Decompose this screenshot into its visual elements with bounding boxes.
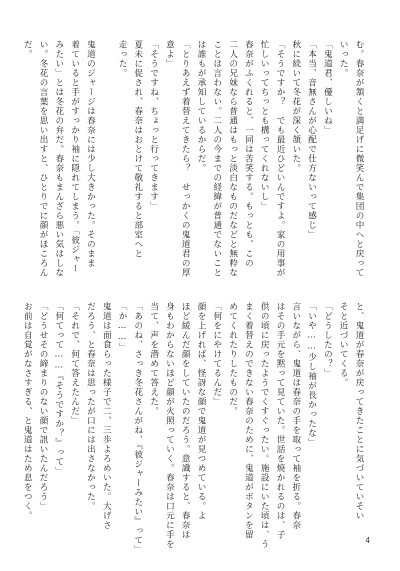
text-column: お前は自覚がなさすぎる、と鬼道はため息をつく。 — [22, 302, 33, 521]
text-column: 「あのね、さっき冬花さんがね、『彼ジャーみたい』って」 — [132, 302, 143, 555]
text-column: だろう、と春奈は思ったが口には出さなかった。 — [85, 302, 96, 511]
text-column: 身もわからないほど顔が火照っていく。春奈は口元に手を — [164, 302, 175, 549]
text-column: い。冬花の言葉を思い出すと、ひとりでに顔がほころん — [38, 40, 49, 278]
text-column: だ。 — [22, 40, 33, 59]
text-column: 二人の兄妹なら普通はもっと淡白なものだなどと無粋な — [227, 40, 238, 278]
text-column: 「か……」 — [117, 302, 128, 353]
text-column: 「そうですか？ でも最近ひどいんですよ。家の用事が — [275, 40, 286, 278]
text-column: いった。 — [338, 40, 349, 78]
text-column: 春奈がふくれると、一同は苦笑する。もっとも、この — [243, 40, 254, 268]
text-column: みたい」とは冬花の弁だ。春奈もまんざら悪い気はしな — [53, 40, 64, 278]
text-column — [97, 40, 113, 272]
text-column: 忙しいってちっとも構ってくれないし」 — [259, 40, 270, 211]
text-column: 「本当、音無さんが心配で仕方ないって感じ」 — [306, 40, 317, 240]
text-column: めてくれたりしたものだ。 — [227, 302, 238, 416]
text-column: 「いや……少し袖が長かったな」 — [306, 302, 317, 448]
text-column: ほど緩んだ顔をしていたのだろう。意識すると、春奈は — [180, 302, 191, 540]
text-column: と、鬼道が春奈が戻ってきたことに気づいていそい — [354, 302, 364, 521]
text-column: 「鬼道君、優しいね」 — [322, 40, 333, 135]
text-column: 供の頃に戻ったようでくすぐったい。施設にいた頃は、う — [259, 302, 270, 549]
text-column: そと近づいてくる。 — [338, 302, 349, 388]
text-column: 鬼道のジャージは春奈には少し大きかった。そのまま — [85, 40, 96, 268]
text-column: 「そうですね、ちょっと行ってきます」 — [148, 40, 159, 211]
text-column: 「それで、何て答えたんだ」 — [69, 302, 80, 426]
text-column: む。春奈が頷くと満足げに微笑んで集団の中へと戻って — [354, 40, 364, 278]
text-column: 意よ」 — [164, 40, 175, 69]
text-column: 秋に続いて冬花が深く頷いた。 — [290, 40, 301, 173]
text-column: 「どうせその締まりのない顔で訊いたんだろう」 — [38, 302, 49, 511]
text-column: 「何をにやけてるんだ」 — [211, 302, 222, 407]
page-number: 4 — [365, 536, 370, 545]
text-column: は誰もが承知しているからだ。 — [196, 40, 207, 173]
text-column: 顔を上げれば、怪訝な顔で鬼道が見つめている。よ — [196, 302, 207, 521]
text-column: 着ていると手がすっかり袖に隠れてしまう。「彼ジャー — [69, 40, 80, 274]
text-column: はその手元を黙って見ていた。世話を焼かれるのは、子 — [275, 302, 286, 540]
top-text-block — [22, 40, 366, 278]
text-column: 「何てって……『そうですか？』って」 — [53, 302, 64, 476]
text-column: ことは言わない。二人の今までの経緯が普通でないこと — [211, 40, 222, 278]
text-column: 「どうしたの？」 — [322, 302, 333, 378]
text-column: 走った。 — [117, 40, 128, 78]
text-column: 「とりあえず着替えてきたら？ せっかくの鬼道君の厚 — [180, 40, 191, 278]
text-column: 言いながら、鬼道は春奈の手を取って袖を折る。春奈 — [290, 302, 301, 530]
text-column: 夏未に促され、春奈はおとけて敬礼すると部室へと — [132, 40, 143, 259]
text-column: 当て、声を潜めて答えた。 — [148, 302, 159, 416]
text-column: まく着替えのできない春奈のために、鬼道がボタンを留 — [243, 302, 254, 540]
bottom-text-block — [22, 302, 366, 555]
text-column: 鬼道は面食らった様子で二、三歩よろめいた。大げさ — [101, 302, 112, 530]
